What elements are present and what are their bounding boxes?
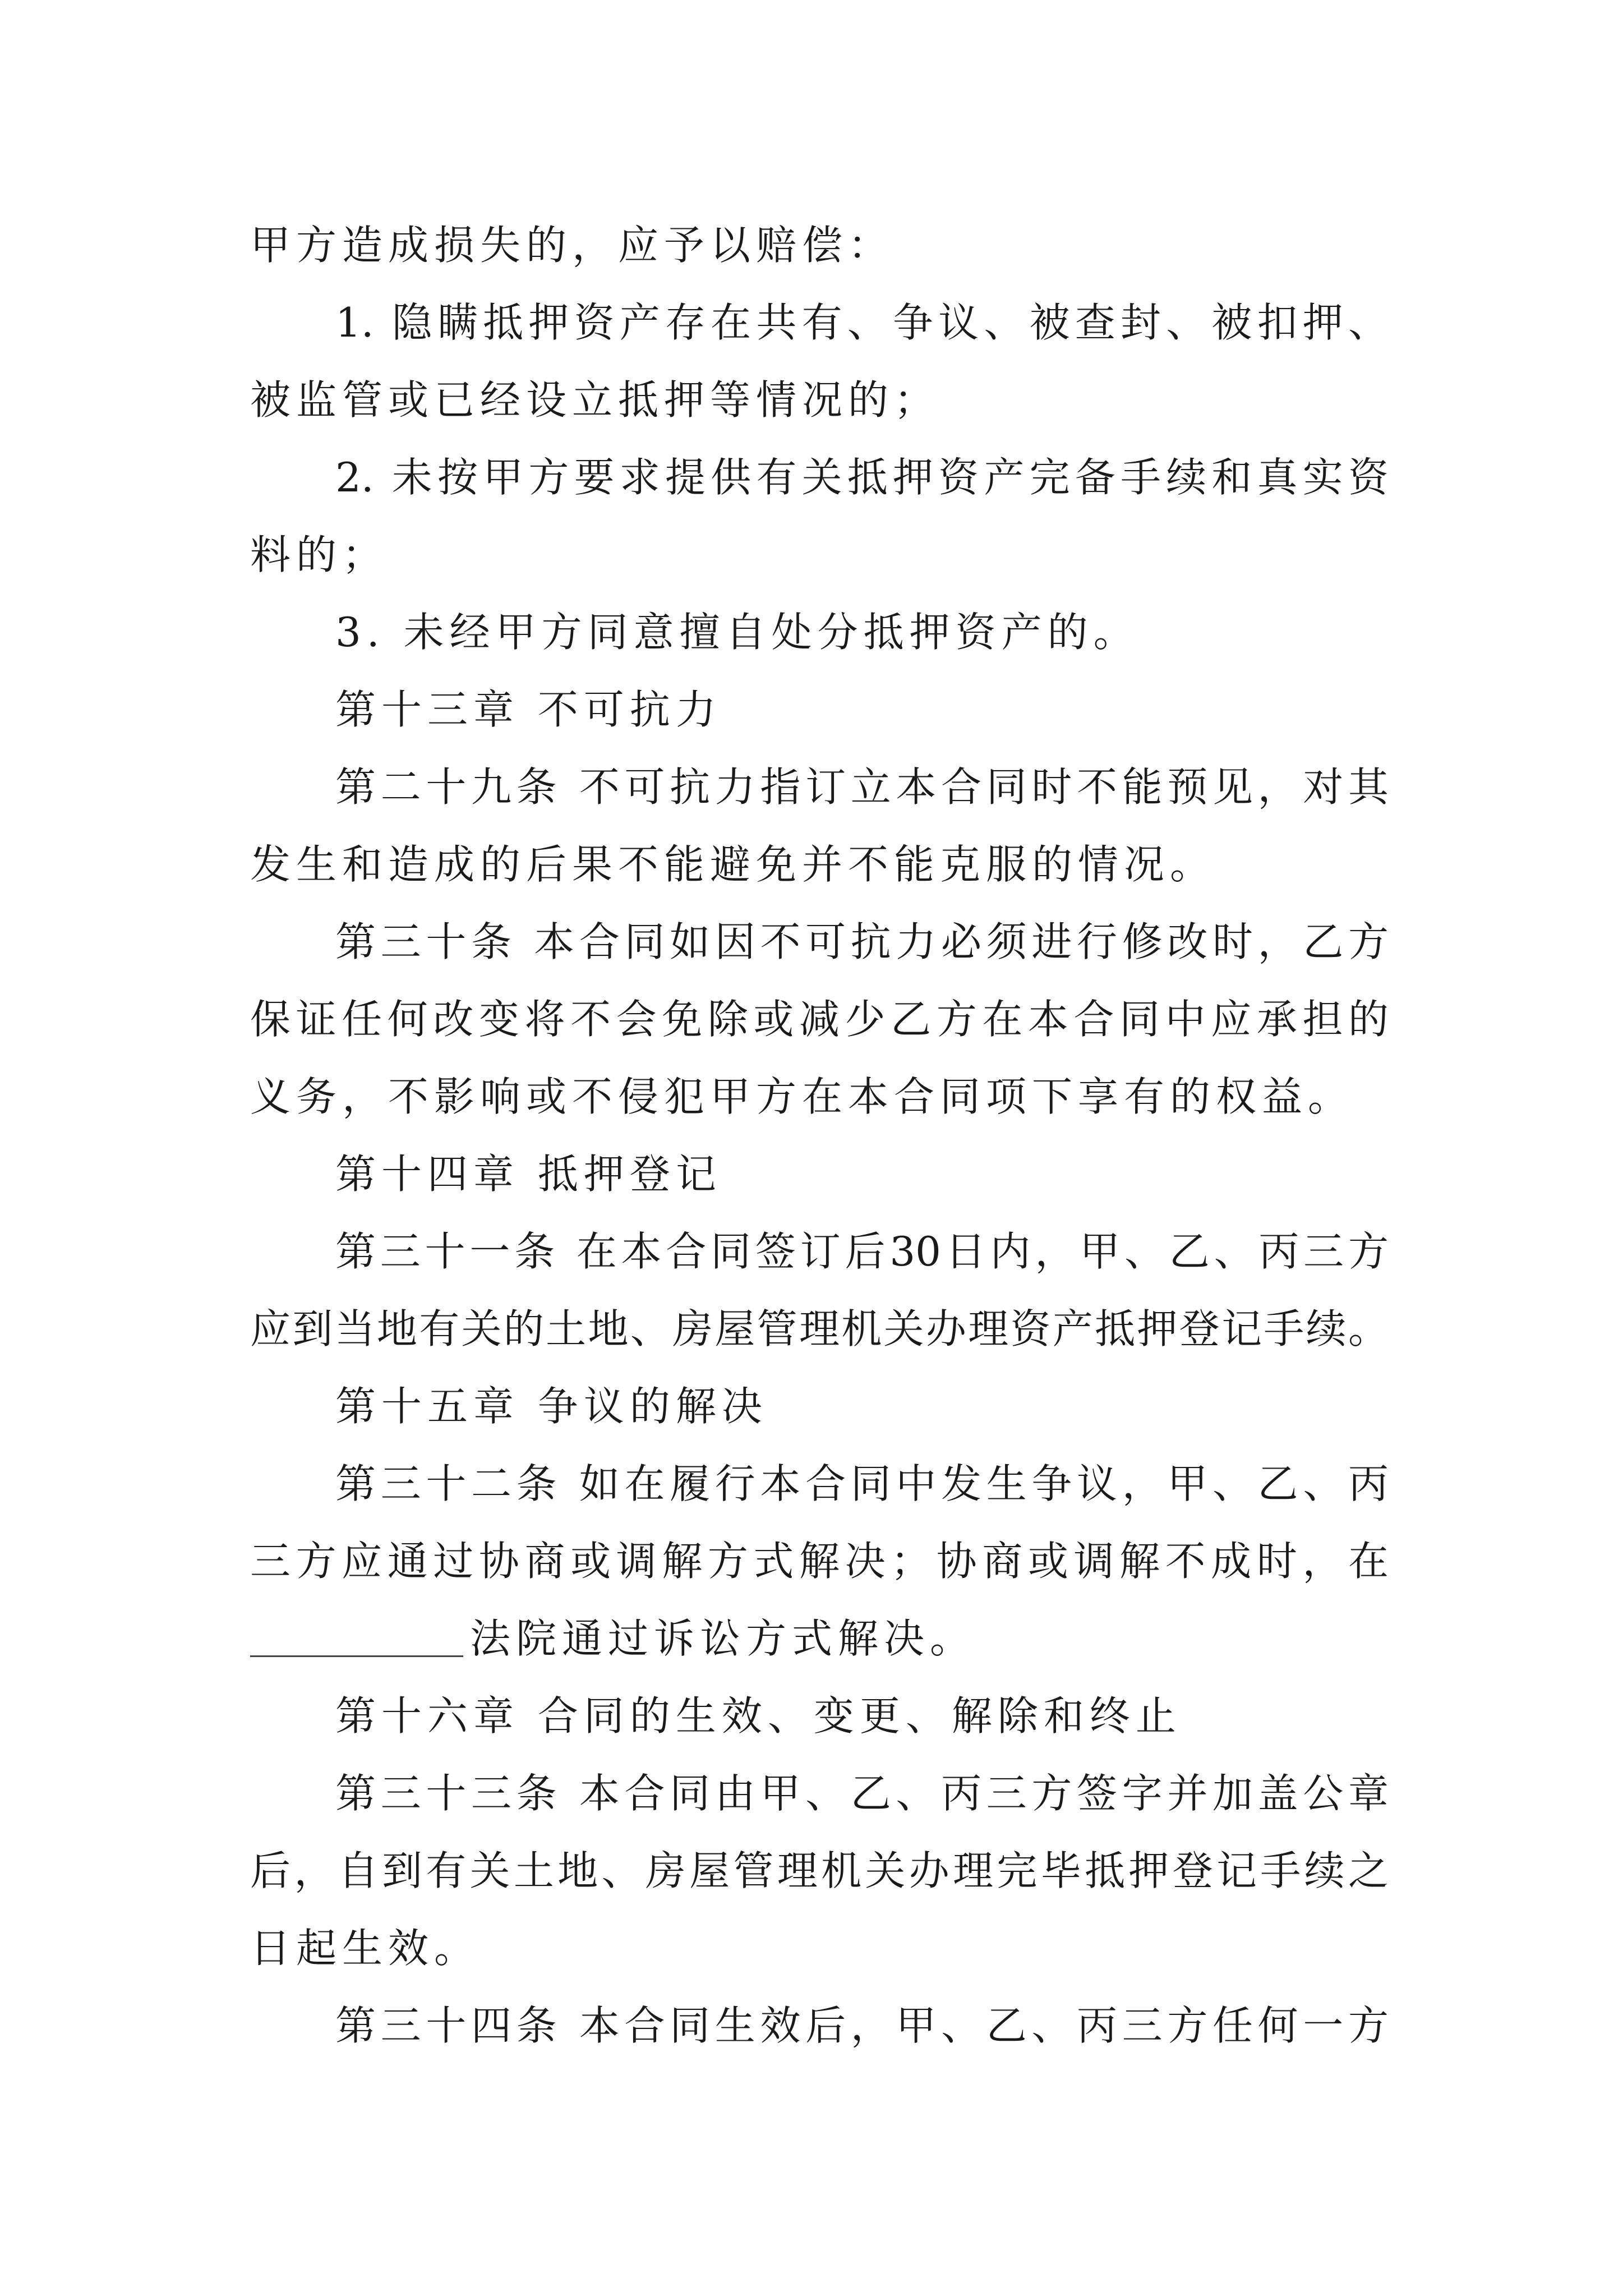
chapter-heading: 第十六章 合同的生效、变更、解除和终止 (335, 1692, 1182, 1740)
text-line: 义务，不影响或不侵犯甲方在本合同项下享有的权益。 (250, 1073, 1354, 1120)
list-item: 2. 未按甲方要求提供有关抵押资产完备手续和真实资 (335, 454, 1389, 501)
text-line: 料的； (250, 531, 389, 578)
text-line: 保证任何改变将不会免除或减少乙方在本合同中应承担的 (250, 996, 1389, 1043)
document-page (250, 206, 1389, 2064)
article-text: 第三十一条 在本合同签订后30日内，甲、乙、丙三方 (335, 1228, 1389, 1275)
article-text: 第三十条 本合同如因不可抗力必须进行修改时，乙方 (335, 918, 1389, 965)
list-item: 1. 隐瞒抵押资产存在共有、争议、被查封、被扣押、 (335, 299, 1389, 346)
list-item: 3. 未经甲方同意擅自处分抵押资产的。 (335, 609, 1140, 656)
article-text: 第二十九条 不可抗力指订立本合同时不能预见，对其 (335, 763, 1389, 811)
blank-suffix-text: 法院通过诉讼方式解决。 (470, 1615, 976, 1662)
text-line: 后，自到有关土地、房屋管理机关办理完毕抵押登记手续之 (250, 1847, 1389, 1894)
article-text: 第三十四条 本合同生效后，甲、乙、丙三方任何一方 (335, 2002, 1389, 2049)
text-line: 甲方造成损失的，应予以赔偿： (250, 222, 895, 269)
chapter-heading: 第十四章 抵押登记 (335, 1151, 722, 1198)
chapter-heading: 第十三章 不可抗力 (335, 686, 722, 733)
text-line: 日起生效。 (250, 1925, 481, 1972)
text-line: 应到当地有关的土地、房屋管理机关办理资产抵押登记手续。 (250, 1305, 1389, 1352)
article-text: 第三十三条 本合同由甲、乙、丙三方签字并加盖公章 (335, 1770, 1389, 1817)
chapter-heading: 第十五章 争议的解决 (335, 1383, 768, 1430)
text-line: 被监管或已经设立抵押等情况的； (250, 376, 940, 424)
text-line: 发生和造成的后果不能避免并不能克服的情况。 (250, 841, 1216, 888)
article-text: 第三十二条 如在履行本合同中发生争议，甲、乙、丙 (335, 1460, 1389, 1507)
text-line: 三方应通过协商或调解方式解决；协商或调解不成时，在 (250, 1538, 1389, 1585)
text-line (250, 1600, 1389, 1677)
fill-in-blank (250, 1621, 463, 1657)
